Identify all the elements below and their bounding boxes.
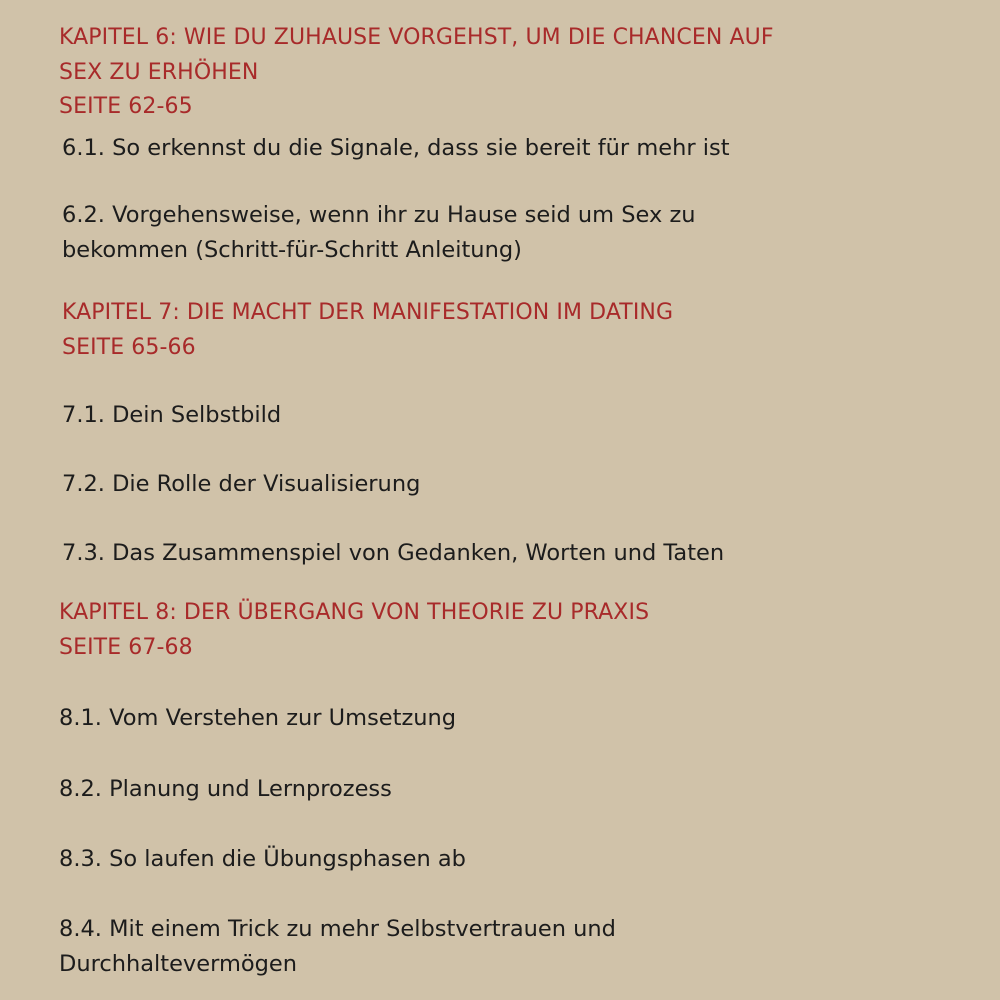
toc-item-text-continued: bekommen (Schritt-für-Schritt Anleitung) — [62, 236, 522, 263]
chapter-7-pages: SEITE 65-66 — [62, 334, 196, 360]
chapter-6-title-line1: KAPITEL 6: WIE DU ZUHAUSE VORGEHST, UM DIE CHANCEN AUF — [59, 25, 774, 50]
toc-item-text: 7.1. Dein Selbstbild — [62, 402, 282, 428]
toc-item-6-1 — [62, 131, 1000, 166]
chapter-8-pages: SEITE 67-68 — [59, 634, 193, 660]
toc-item-8-2 — [59, 772, 1000, 807]
chapter-7-heading — [62, 296, 1000, 365]
toc-item-6-2 — [62, 198, 1000, 267]
toc-item-text: 7.3. Das Zusammenspiel von Gedanken, Worten und Taten — [62, 540, 725, 566]
chapter-8-heading — [59, 596, 1000, 665]
toc-item-text-continued: Durchhaltevermögen — [59, 950, 298, 977]
toc-item-8-4 — [59, 912, 1000, 981]
toc-item-7-3 — [62, 536, 1000, 571]
toc-item-text: 7.2. Die Rolle der Visualisierung — [62, 471, 421, 497]
chapter-7-title-line1: KAPITEL 7: DIE MACHT DER MANIFESTATION IM DATING — [62, 300, 674, 325]
toc-item-7-1 — [62, 398, 1000, 433]
toc-item-text: 6.1. So erkennst du die Signale, dass sie bereit für mehr ist — [62, 135, 730, 161]
toc-item-text: 8.4. Mit einem Trick zu mehr Selbstvertrauen und — [59, 916, 616, 942]
chapter-8-title-line1: KAPITEL 8: DER ÜBERGANG VON THEORIE ZU PRAXIS — [59, 600, 650, 625]
toc-item-7-2 — [62, 467, 1000, 502]
toc-item-text: 8.1. Vom Verstehen zur Umsetzung — [59, 705, 457, 731]
toc-item-8-3 — [59, 842, 1000, 877]
toc-item-text: 8.2. Planung und Lernprozess — [59, 776, 392, 802]
toc-item-text: 6.2. Vorgehensweise, wenn ihr zu Hause seid um Sex zu — [62, 202, 696, 228]
chapter-6-heading — [59, 21, 1000, 125]
toc-item-8-1 — [59, 701, 1000, 736]
chapter-6-pages: SEITE 62-65 — [59, 94, 193, 119]
chapter-6-title-line2: SEX ZU ERHÖHEN — [59, 59, 259, 85]
toc-item-text: 8.3. So laufen die Übungsphasen ab — [59, 846, 466, 872]
